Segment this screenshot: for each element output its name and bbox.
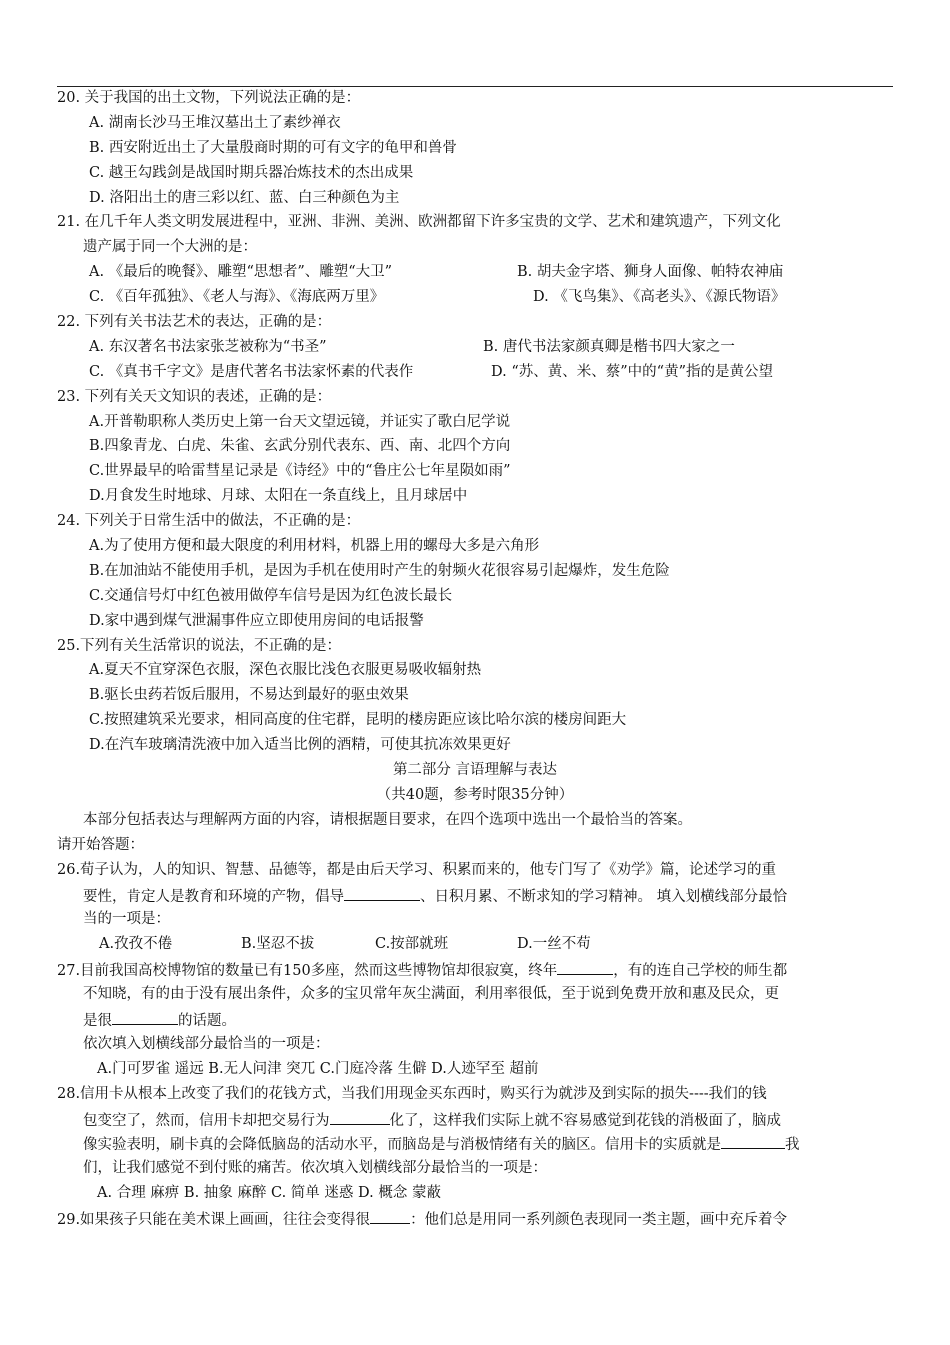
q23-option-a: A.开普勒职称人类历史上第一台天文望远镜，并证实了歌白尼学说 bbox=[89, 413, 511, 430]
q27-options: A.门可罗雀 遥远 B.无人问津 突兀 C.门庭冷落 生僻 D.人迹罕至 超前 bbox=[97, 1060, 539, 1077]
q26-line1: 26.荀子认为，人的知识、智慧、品德等，都是由后天学习、积累而来的，他专门写了《劝学》篇，论述学习的重 bbox=[57, 861, 777, 878]
q23-option-c: C.世界最早的哈雷彗星记录是《诗经》中的“鲁庄公七年星陨如雨” bbox=[89, 463, 511, 480]
q20-option-d: D. 洛阳出土的唐三彩以红、蓝、白三种颜色为主 bbox=[89, 189, 400, 206]
part2-subtitle: （共40题，参考时限35分钟） bbox=[376, 786, 574, 803]
part2-start: 请开始答题： bbox=[57, 836, 144, 853]
q26-option-a: A.孜孜不倦 bbox=[99, 936, 173, 953]
q27-line1-text-a: 27.目前我国高校博物馆的数量已有150多座，然而这些博物馆却很寂寞，终年 bbox=[57, 963, 558, 980]
q20-stem: 20. 关于我国的出土文物，下列说法正确的是： bbox=[57, 90, 361, 106]
q21-stem-line1: 21. 在几千年人类文明发展进程中，亚洲、非洲、美洲、欧洲都留下许多宝贵的文学、艺术和建筑遗产，下列文化 bbox=[57, 214, 781, 231]
q24-option-c: C.交通信号灯中红色被用做停车信号是因为红色波长最长 bbox=[89, 587, 453, 604]
q28-line2-text-b: 化了，这样我们实际上就不容易感觉到花钱的消极面了，脑成 bbox=[389, 1112, 781, 1129]
q24-stem: 24. 下列关于日常生活中的做法，不正确的是： bbox=[57, 513, 361, 530]
q25-option-b: B.驱长虫药若饭后服用，不易达到最好的驱虫效果 bbox=[89, 687, 409, 704]
part2-intro: 本部分包括表达与理解两方面的内容，请根据题目要求，在四个选项中选出一个最恰当的答案。 bbox=[83, 811, 692, 828]
q26-line2 bbox=[57, 883, 893, 908]
q27-line1-text-b: ，有的连自己学校的师生都 bbox=[613, 963, 788, 980]
q21-options-ab bbox=[57, 260, 893, 285]
q28-line2-text-a: 包变空了，然而，信用卡却把交易行为 bbox=[83, 1112, 330, 1129]
q23-stem: 23. 下列有关天文知识的表述，正确的是： bbox=[57, 388, 332, 405]
q26-line2-text-a: 要性，肯定人是教育和环境的产物，倡导 bbox=[83, 888, 344, 905]
q21-option-d: D. 《飞鸟集》、《高老头》、《源氏物语》 bbox=[533, 289, 786, 306]
q25-option-d: D.在汽车玻璃清洗液中加入适当比例的酒精，可使其抗冻效果更好 bbox=[89, 737, 511, 754]
q27-line4: 依次填入划横线部分最恰当的一项是： bbox=[83, 1035, 330, 1052]
q20-option-c: C. 越王勾践剑是战国时期兵器冶炼技术的杰出成果 bbox=[89, 164, 414, 181]
q26-options bbox=[57, 932, 893, 957]
q28-line1: 28.信用卡从根本上改变了我们的花钱方式，当我们用现金买东西时，购买行为就涉及到实际的损失----我们的钱 bbox=[57, 1085, 767, 1102]
q27-blank-1 bbox=[557, 957, 613, 975]
page-content bbox=[57, 86, 893, 1231]
q27-line3 bbox=[57, 1007, 893, 1032]
q22-options-cd bbox=[57, 360, 893, 385]
q28-line3-text-b: 我 bbox=[785, 1137, 800, 1154]
q23-option-b: B.四象青龙、白虎、朱雀、玄武分别代表东、西、南、北四个方向 bbox=[89, 438, 511, 455]
q25-stem: 25.下列有关生活常识的说法，不正确的是： bbox=[57, 637, 342, 654]
q22-stem: 22. 下列有关书法艺术的表达，正确的是： bbox=[57, 314, 332, 331]
q27-line3-text-b: 的话题。 bbox=[178, 1012, 236, 1029]
q27-line2: 不知晓，有的由于没有展出条件，众多的宝贝常年灰尘满面，利用率很低，至于说到免费开放和惠及民众，更 bbox=[83, 986, 779, 1003]
part2-title: 第二部分 言语理解与表达 bbox=[392, 762, 558, 779]
q23-option-d: D.月食发生时地球、月球、太阳在一条直线上，且月球居中 bbox=[89, 488, 468, 505]
q29-line1-text-a: 29.如果孩子只能在美术课上画画，往往会变得很 bbox=[57, 1212, 371, 1229]
q26-option-b: B.坚忍不拔 bbox=[241, 936, 315, 953]
q29-blank bbox=[370, 1206, 410, 1224]
q26-option-d: D.一丝不苟 bbox=[517, 936, 591, 953]
q28-line3-text-a: 像实验表明，刷卡真的会降低脑岛的活动水平，而脑岛是与消极情绪有关的脑区。信用卡的实质就是 bbox=[83, 1137, 721, 1154]
q29-line1 bbox=[57, 1206, 893, 1231]
q28-line3 bbox=[57, 1131, 893, 1156]
q22-option-d: D. “苏、黄、米、蔡”中的“黄”指的是黄公望 bbox=[491, 363, 773, 380]
q26-blank bbox=[344, 883, 420, 901]
q21-options-cd bbox=[57, 285, 893, 310]
q25-option-a: A.夏天不宜穿深色衣服，深色衣服比浅色衣服更易吸收辐射热 bbox=[89, 662, 482, 679]
q22-option-b: B. 唐代书法家颜真卿是楷书四大家之一 bbox=[483, 338, 735, 355]
q26-line2-text-b: 、日积月累、不断求知的学习精神。 填入划横线部分最恰 bbox=[420, 888, 788, 905]
q22-option-c: C. 《真书千字文》是唐代著名书法家怀素的代表作 bbox=[89, 363, 414, 380]
q26-line3: 当的一项是： bbox=[83, 911, 170, 928]
q24-option-d: D.家中遇到煤气泄漏事件应立即使用房间的电话报警 bbox=[89, 612, 424, 629]
q21-stem-line2: 遗产属于同一个大洲的是： bbox=[83, 239, 257, 256]
q20-option-b: B. 西安附近出土了大量殷商时期的可有文字的龟甲和兽骨 bbox=[89, 139, 457, 156]
q25-option-c: C.按照建筑采光要求，相同高度的住宅群，昆明的楼房距应该比哈尔滨的楼房间距大 bbox=[89, 712, 627, 729]
q28-line4: 们，让我们感觉不到付账的痛苦。依次填入划横线部分最恰当的一项是： bbox=[83, 1160, 547, 1177]
q27-line1 bbox=[57, 957, 893, 982]
q28-blank-2 bbox=[721, 1131, 785, 1149]
q21-option-b: B. 胡夫金字塔、狮身人面像、帕特农神庙 bbox=[517, 264, 784, 281]
q24-option-b: B.在加油站不能使用手机，是因为手机在使用时产生的射频火花很容易引起爆炸，发生危险 bbox=[89, 562, 670, 579]
q22-options-ab bbox=[57, 335, 893, 360]
q21-option-c: C. 《百年孤独》、《老人与海》、《海底两万里》 bbox=[89, 289, 385, 306]
q22-option-a: A. 东汉著名书法家张芝被称为“书圣” bbox=[89, 338, 327, 355]
q20-option-a: A. 湖南长沙马王堆汉墓出土了素纱禅衣 bbox=[89, 114, 341, 131]
q28-blank-1 bbox=[330, 1107, 390, 1125]
q29-line1-text-b: ：他们总是用同一系列颜色表现同一类主题，画中充斥着令 bbox=[410, 1212, 788, 1229]
q28-line2 bbox=[57, 1107, 893, 1132]
q24-option-a: A.为了使用方便和最大限度的利用材料，机器上用的螺母大多是六角形 bbox=[89, 538, 540, 555]
q27-line3-text-a: 是很 bbox=[83, 1012, 112, 1029]
q21-option-a: A. 《最后的晚餐》、雕塑“思想者”、雕塑“大卫” bbox=[89, 264, 393, 281]
q27-blank-2 bbox=[112, 1007, 178, 1025]
q26-option-c: C.按部就班 bbox=[375, 936, 449, 953]
q28-options: A. 合理 麻痹 B. 抽象 麻醉 C. 简单 迷惑 D. 概念 蒙蔽 bbox=[97, 1185, 441, 1202]
